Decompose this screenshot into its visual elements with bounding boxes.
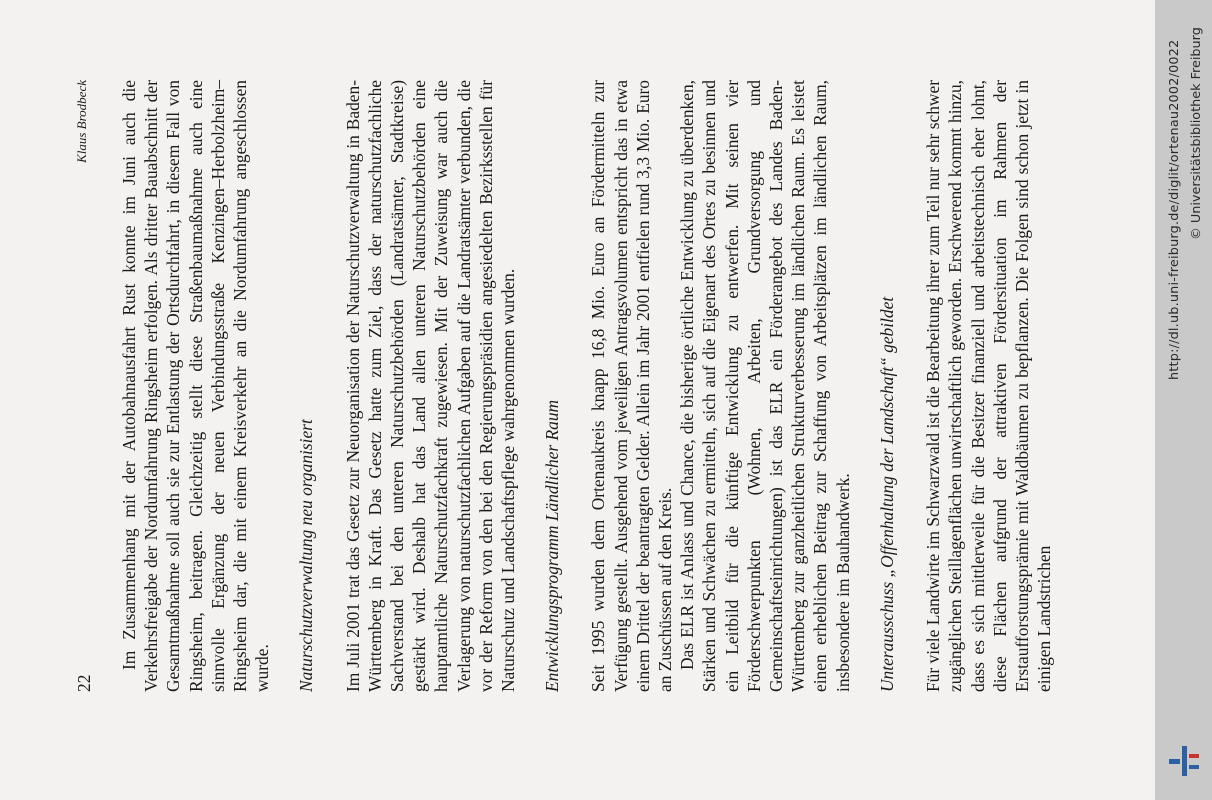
paragraph-landschaft: Für viele Landwirte im Schwarzwald ist die Bearbeitung ihrer zum Teil nur sehr schwer zugänglichen Steillagenflächen unwirtschaftlich geworden. Erschwerend kommt hinzu, dass es sich mittlerweile für die Besitzer finanziell und arbeitstechnisch eher lohnt, diese Flächen aufgrund der attraktiven Fördersituation im Rahmen der Erstaufforstungsprämie mit Waldbäumen zu bepflanzen. Die Folgen sind schon jetzt in einigen Landstrichen — [923, 80, 1055, 692]
paragraph-elr-2: Das ELR ist Anlass und Chance, die bisherige örtliche Entwicklung zu überdenken, Stärken und Schwächen zu ermitteln, sich auf die Eigenart des Ortes zu besinnen und ein Leitbild für die künftige Entwicklung zu entwerfen. Mit seinen vier Förderschwerpunkten (Wohnen, Arbeiten, Grundversorgung und Gemeinschaftseinrichtungen) ist das ELR ein Förderangebot des Landes Baden-Württemberg zur ganzheitlichen Strukturverbesserung im ländlichen Raum. Es leistet einen erheblichen Beitrag zur Schaffung von Arbeitsplätzen im ländlichen Raum, insbesondere im Bauhandwerk. — [677, 80, 853, 692]
source-url[interactable]: http://dl.ub.uni-freiburg.de/diglit/ortenau2002/0022 — [1167, 39, 1182, 380]
running-author: Klaus Brodbeck — [74, 80, 89, 163]
running-header — [74, 80, 96, 692]
page-number: 22 — [74, 674, 94, 692]
paragraph-naturschutz: Im Juli 2001 trat das Gesetz zur Neuorganisation der Naturschutzverwaltung in Baden-Württemberg in Kraft. Das Gesetz hatte zum Ziel, dass der naturschutzfachliche Sachverstand bei den unteren Naturschutzbehörden (Landratsämter, Stadtkreise) gestärkt wird. Deshalb hat das Land allen unteren Naturschutzbehörden eine hauptamtliche Naturschutzfachkraft zugewiesen. Mit der Zuweisung war auch die Verlagerung von naturschutzfachlichen Aufgaben auf die Landratsämter verbunden, die vor der Reform von den bei den Regierungspräsidien angesiedelten Bezirksstellen für Naturschutz und Landschaftspflege wahrgenommen wurden. — [342, 80, 519, 692]
section-heading-landschaft: Unterausschuss „Offenhaltung der Landschaft“ gebildet — [876, 296, 897, 692]
ub-freiburg-logo-icon — [1167, 746, 1201, 776]
section-heading-naturschutz: Naturschutzverwaltung neu organisiert — [296, 419, 317, 692]
section-heading-elr: Entwicklungsprogramm Ländlicher Raum — [542, 399, 563, 692]
paragraph-elr-1: Seit 1995 wurden dem Ortenaukreis knapp 16,8 Mio. Euro an Fördermitteln zur Verfügung gestellt. Ausgehend vom jeweiligen Antragsvolumen entspricht das in etwa einem Drittel der beantragten Gelder. Allein im Jahr 2001 entfielen rund 3,3 Mio. Euro an Zuschüssen auf den Kreis. — [588, 80, 676, 692]
copyright-notice: © Universitätsbibliothek Freiburg — [1189, 27, 1204, 240]
page-body — [118, 80, 1055, 692]
intro-paragraph: Im Zusammenhang mit der Autobahnausfahrt Rust konnte im Juni auch die Verkehrsfreigabe der Nordumfahrung Ringsheim erfolgen. Als dritter Bauabschnitt der Gesamtmaßnahme soll auch sie zur Entlastung der Ortsdurchfahrt, in diesem Fall von Ringsheim, beitragen. Gleichzeitig stellt diese Straßenbaumaßnahme auch eine sinnvolle Ergänzung der neuen Verbindungsstraße Kenzingen–Herbolzheim–Ringsheim dar, die mit einem Kreisverkehr an die Nordumfahrung angeschlossen wurde. — [119, 80, 273, 692]
viewer-sidebar — [1155, 0, 1212, 800]
sidebar-rotated-text — [1155, 0, 1212, 800]
